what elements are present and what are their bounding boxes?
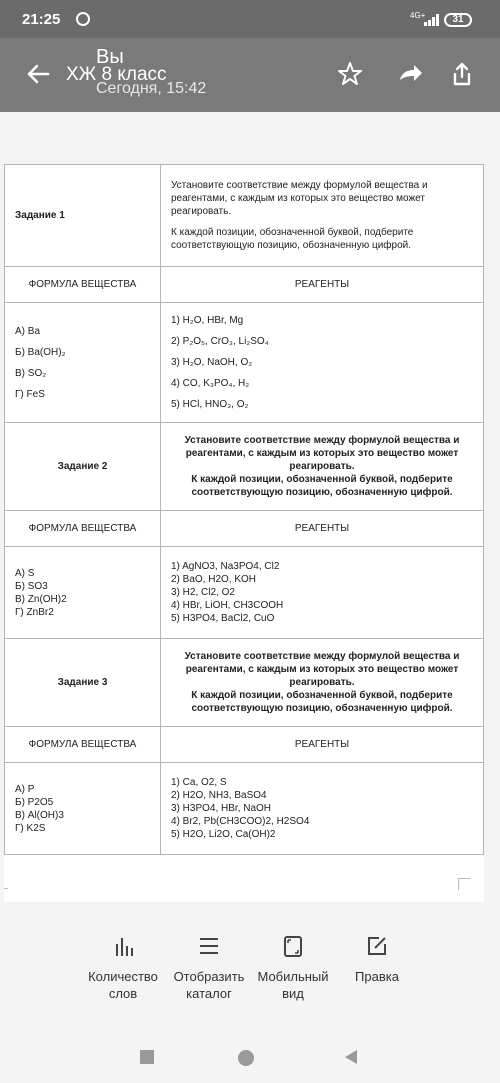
formula-item: Г) FeS [15,388,45,400]
back-icon[interactable] [342,1048,360,1066]
formula-item: Б) P2O5 [15,796,54,808]
mobile-view-icon [281,934,305,958]
reagent-item: 2) P₂O₅, CrO₃, Li₂SO₄ [171,336,269,347]
status-bar [0,0,500,38]
task-2-formulas [5,547,161,639]
task-1-instruction-line: К каждой позиции, обозначенной буквой, подберите соответствующую позицию, обозначенную цифрой. [171,227,414,251]
reagent-item: 1) AgNO3, Na3PO4, Cl2 [171,561,280,572]
task-1-instruction-line: Установите соответствие между формулой вещества и реагентами, с каждым из которых это вещество может реагировать. [171,180,428,217]
app-bar [0,38,500,112]
reagent-item: 1) Ca, O2, S [171,777,227,788]
formula-item: В) Zn(OH)2 [15,593,67,605]
show-catalog-label: Отобразить каталог [173,969,245,1001]
home-icon[interactable] [236,1048,256,1068]
task-1-instruction [161,165,484,267]
status-time: 21:25 [22,11,61,28]
edit-icon [365,934,389,958]
formula-item: А) Ba [15,325,41,337]
edit-label: Правка [355,969,399,984]
task-2-instruction [161,423,484,511]
share-icon[interactable] [448,60,476,88]
reagent-item: 4) CO, K₃PO₄, H₂ [171,378,250,389]
task-3-instruction [161,639,484,727]
task-3-instruction-line: К каждой позиции, обозначенной буквой, подберите соответствующую позицию, обозначенную цифрой. [191,690,453,714]
system-nav-bar [0,1032,500,1083]
task-3-col-formula: ФОРМУЛА ВЕЩЕСТВА [5,727,161,763]
task-2-instruction-line: К каждой позиции, обозначенной буквой, подберите соответствующую позицию, обозначенную цифрой. [191,474,453,498]
show-catalog-button[interactable] [164,934,254,1002]
reagent-item: 5) H2O, Li2O, Ca(OH)2 [171,829,276,840]
reagent-item: 1) H₂O, HBr, Mg [171,315,244,326]
task-1-col-formula: ФОРМУЛА ВЕЩЕСТВА [5,267,161,303]
page-corner [458,878,470,890]
task-2-reagents [161,547,484,639]
alarm-icon [76,12,90,26]
reagent-item: 2) H2O, NH3, BaSO4 [171,790,267,801]
reagent-item: 3) H2, Cl2, O2 [171,587,235,598]
task-1-label: Задание 1 [15,210,65,221]
sent-time: Сегодня, 15:42 [96,80,207,97]
star-icon[interactable] [336,60,364,88]
reagent-item: 4) HBr, LiOH, CH3COOH [171,600,284,611]
task-2-col-reagents: РЕАГЕНТЫ [161,511,484,547]
mobile-view-button[interactable] [248,934,338,1002]
network-type: 4G+ [410,11,426,20]
task-1-formulas [5,303,161,423]
word-count-button[interactable] [78,934,168,1002]
task-2-instruction-line: Установите соответствие между формулой вещества и реагентами, с каждым из которых это вещество может реагировать. [184,435,460,472]
back-arrow-icon[interactable] [24,60,52,88]
task-1-label-cell [5,165,161,267]
task-3-col-reagents: РЕАГЕНТЫ [161,727,484,763]
task-3-label: Задание 3 [57,677,108,688]
reagent-item: 5) HCl, HNO₃, O₂ [171,399,249,410]
task-1-col-reagents: РЕАГЕНТЫ [161,267,484,303]
sender-name: Вы [96,46,124,68]
task-3-instruction-line: Установите соответствие между формулой вещества и реагентами, с каждым из которых это вещество может реагировать. [184,651,460,688]
task-3-label-cell [5,639,161,727]
page-corner [4,888,8,900]
document-title: ХЖ 8 класс [66,64,167,85]
formula-item: Г) ZnBr2 [15,606,54,618]
reagent-item: 3) H3PO4, HBr, NaOH [171,803,272,814]
formula-item: Г) K2S [15,822,46,834]
formula-item: В) SO₂ [15,367,47,379]
reagent-item: 5) H3PO4, BaCl2, CuO [171,613,275,624]
formula-item: А) S [15,567,35,579]
catalog-list-icon [197,934,221,958]
task-2-col-formula: ФОРМУЛА ВЕЩЕСТВА [5,511,161,547]
recents-icon[interactable] [138,1048,156,1066]
reagent-item: 2) BaO, H2O, KOH [171,574,257,585]
signal-icon [424,14,440,26]
mobile-view-label: Мобильный вид [257,969,329,1001]
task-3-reagents [161,763,484,855]
task-2-label-cell [5,423,161,511]
task-3-formulas [5,763,161,855]
tasks-table [4,164,484,855]
reagent-item: 3) H₂O, NaOH, O₂ [171,357,253,368]
edit-button[interactable] [332,934,422,985]
formula-item: Б) Ba(OH)₂ [15,346,66,358]
formula-item: А) P [15,783,35,795]
task-2-label: Задание 2 [57,461,108,472]
formula-item: Б) SO3 [15,580,48,592]
word-count-icon [111,934,135,958]
task-1-reagents [161,303,484,423]
forward-icon[interactable] [396,60,424,88]
formula-item: В) Al(OH)3 [15,809,64,821]
document-toolbar [0,902,500,1032]
word-count-label: Количество слов [88,969,158,1001]
reagent-item: 4) Br2, Pb(CH3COO)2, H2SO4 [171,816,310,827]
battery-icon: 31 [444,13,472,27]
